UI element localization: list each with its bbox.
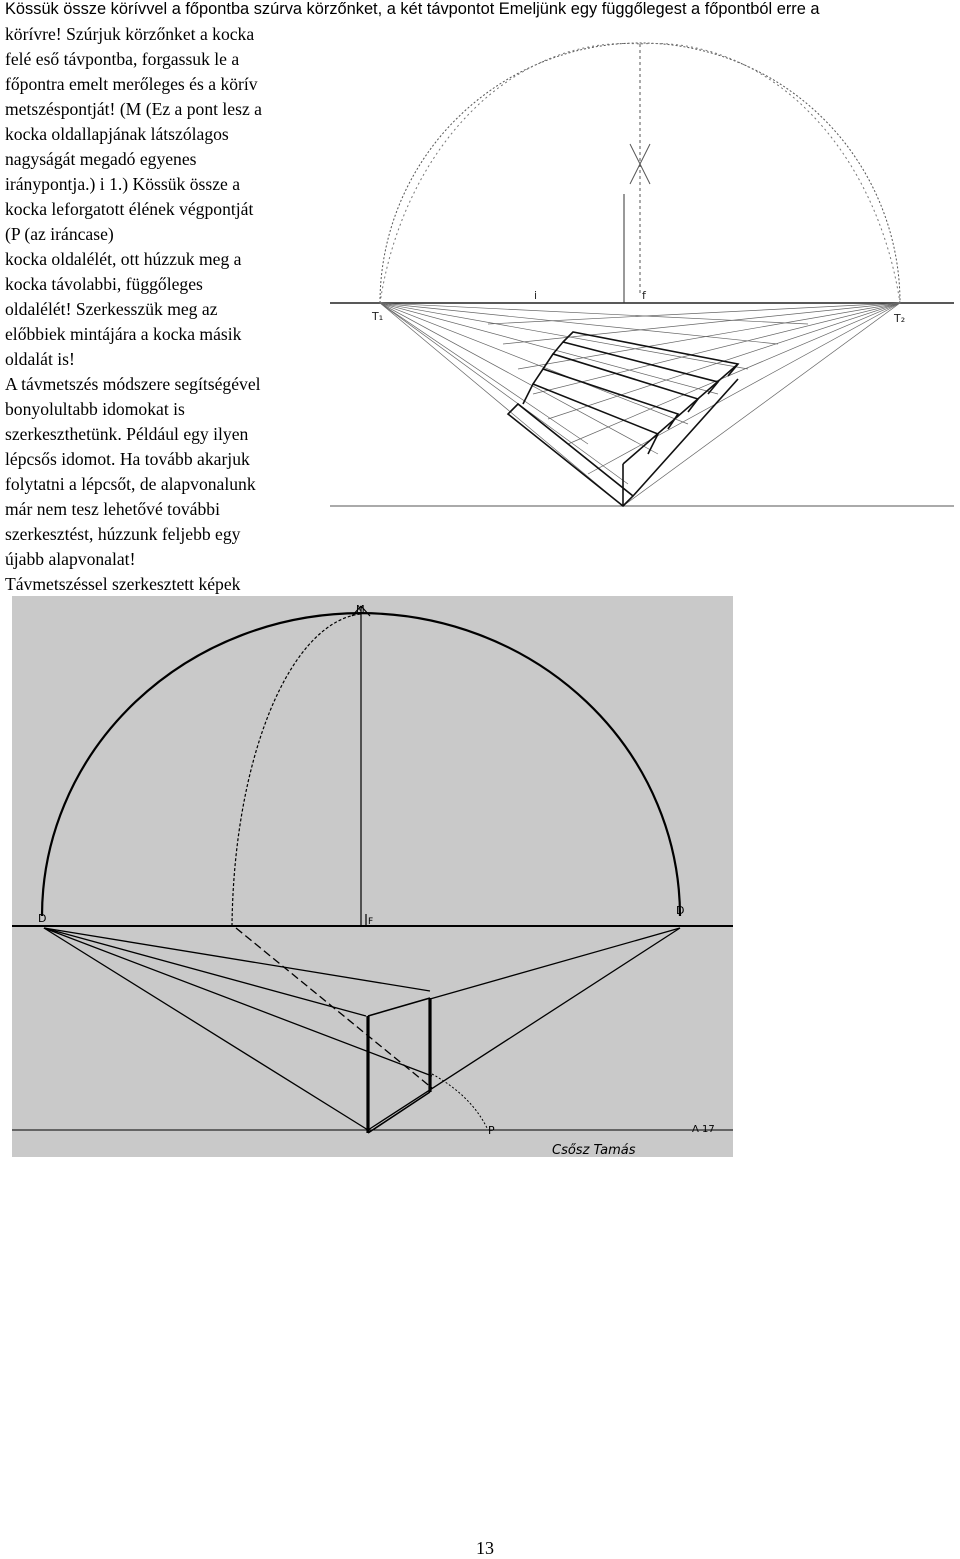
text-line-8: iránypontja.) i 1.) Kössük össze a xyxy=(5,174,241,194)
page-number: 13 xyxy=(476,1538,494,1558)
text-line-23: újabb alapvonalat! xyxy=(5,549,136,569)
label-p: P xyxy=(488,1124,495,1137)
left-rays xyxy=(380,303,808,506)
text-line-24: Távmetszéssel szerkesztett képek xyxy=(5,574,241,594)
cube-drawing xyxy=(12,596,733,1157)
label-right-d: D xyxy=(676,904,685,917)
inner-arc-right xyxy=(640,43,900,303)
label-top: M xyxy=(356,604,365,615)
staircase-drawing xyxy=(328,24,956,560)
label-i: i xyxy=(534,289,538,302)
text-line-14: előbbiek mintájára a kocka másik xyxy=(5,324,242,344)
label-f: f xyxy=(642,289,646,302)
text-line-22: szerkesztést, húzzunk feljebb egy xyxy=(5,524,241,544)
label-right: T₂ xyxy=(894,312,906,325)
label-a17: A 17 xyxy=(692,1124,715,1135)
staircase-steps xyxy=(508,332,738,506)
text-line-13: oldalélét! Szerkesszük meg az xyxy=(5,299,218,319)
label-left-d: D xyxy=(38,912,47,925)
text-line-6: kocka oldallapjának látszólagos xyxy=(5,124,229,144)
text-line-21: már nem tesz lehetővé további xyxy=(5,499,220,519)
inner-arc-left xyxy=(380,43,640,303)
text-line-4: főpontra emelt merőleges és a körív xyxy=(5,74,258,94)
dashed-ray xyxy=(236,928,432,1088)
text-line-12: kocka távolabbi, függőleges xyxy=(5,274,203,294)
inner-arc xyxy=(232,614,361,926)
text-line-7: nagyságát megadó egyenes xyxy=(5,149,197,169)
text-line-20: folytatni a lépcsőt, de alapvonalunk xyxy=(5,474,256,494)
cube-construction-figure xyxy=(12,596,733,1157)
text-line-18: szerkeszthetünk. Például egy ilyen xyxy=(5,424,249,444)
text-line-17: bonyolultabb idomokat is xyxy=(5,399,185,419)
text-line-5: metszéspontját! (M (Ez a pont lesz a xyxy=(5,99,262,119)
right-rays xyxy=(368,928,680,1130)
text-line-3: felé eső távpontba, forgassuk le a xyxy=(5,49,240,69)
signature: Csősz Tamás xyxy=(552,1143,636,1157)
staircase-construction-figure xyxy=(328,24,956,560)
text-line-11: kocka oldalélét, ott húzzuk meg a xyxy=(5,249,242,269)
text-line-10: (P (az iráncase) xyxy=(5,224,114,244)
text-line-19: lépcsős idomot. Ha tovább akarjuk xyxy=(5,449,250,469)
text-line-1: Kössük össze körívvel a főpontba szúrva körzőnket, a két távpontot Emeljünk egy függőlegest a főpontból erre a xyxy=(5,0,820,18)
left-rays xyxy=(44,928,432,1130)
text-line-9: kocka leforgatott élének végpontját xyxy=(5,199,254,219)
text-line-15: oldalát is! xyxy=(5,349,75,369)
label-left: T₁ xyxy=(372,310,384,323)
text-line-2: körívre! Szúrjuk körzőnket a kocka xyxy=(5,24,255,44)
cube-shape xyxy=(368,998,430,1133)
text-line-16: A távmetszés módszere segítségével xyxy=(5,374,261,394)
label-f: F xyxy=(368,917,374,927)
